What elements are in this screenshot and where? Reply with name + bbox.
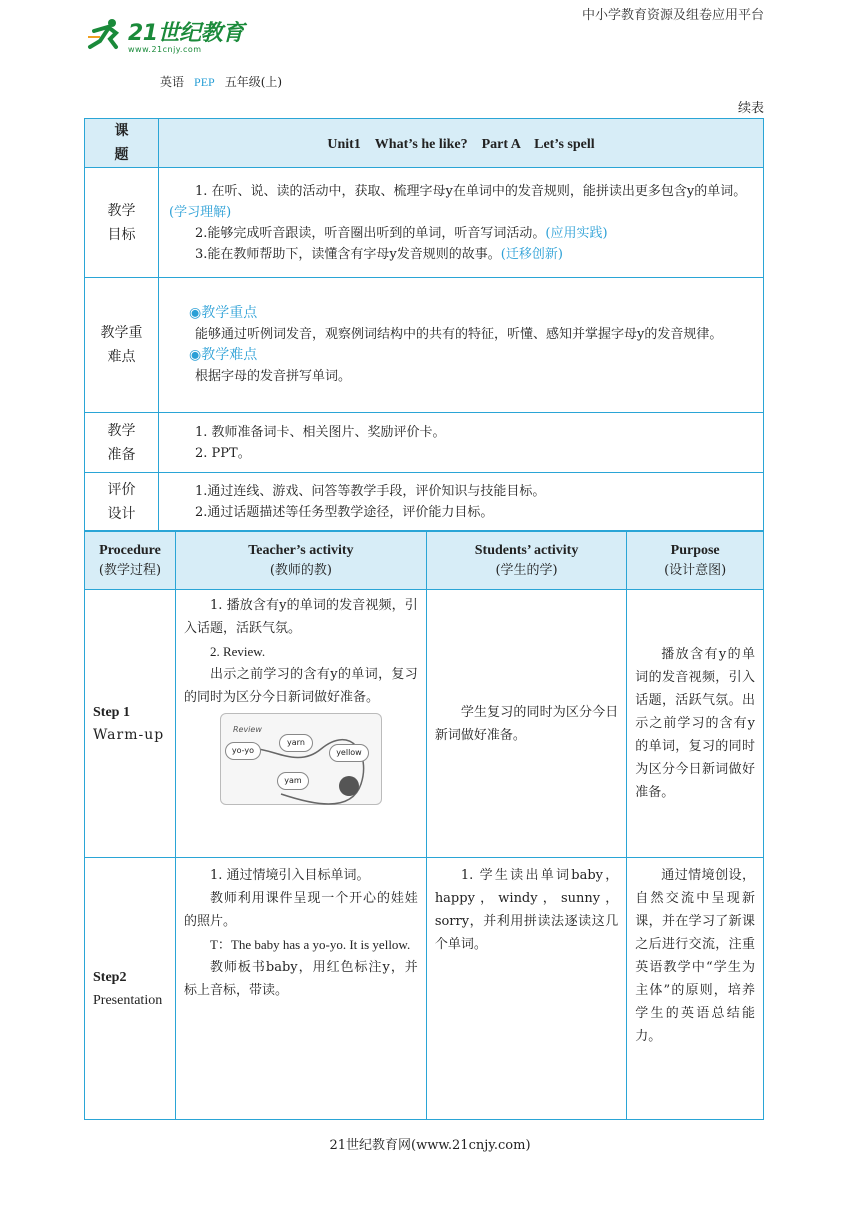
goal-3: 3.能在教师帮助下，读懂含有字母y发音规则的故事。(迁移创新): [195, 246, 563, 262]
continued-label: 续表: [737, 101, 764, 116]
subject: 英语: [160, 75, 185, 89]
step2-student: 1. 学生读出单词baby，happy，windy，sunny，sorry，并利用拼读法逐读这几个单词。: [426, 858, 626, 1120]
review-word: yellow: [329, 744, 369, 762]
difficult-heading: ◉教学难点: [189, 347, 258, 363]
header-procedure: Procedure (教学过程): [85, 532, 176, 590]
step2-label: Step2 Presentation: [85, 858, 176, 1120]
grade: 五年级(上): [224, 75, 283, 89]
review-picture: [220, 713, 382, 805]
review-word: yam: [277, 772, 309, 790]
eval-label: 评价设计: [85, 473, 159, 531]
header-teacher: Teacher’s activity (教师的教): [175, 532, 426, 590]
key-text: 能够通过听例词发音，观察例词结构中的共有的特征，听懂、感知并掌握字母y的发音规律。: [195, 327, 723, 342]
logo-title: 21世纪教育: [128, 21, 244, 46]
eval-cell: [159, 473, 764, 531]
logo-url: www.21cnjy.com: [128, 45, 202, 54]
key-points-cell: [159, 278, 764, 413]
topic-label: 课 题: [85, 119, 159, 168]
step1-label: Step 1 Warm-up: [85, 590, 176, 858]
review-word: yo-yo: [225, 742, 261, 760]
site-logo: [86, 16, 244, 54]
eval-item: 2.通过话题描述等任务型教学途径，评价能力目标。: [195, 504, 494, 520]
eval-item: 1.通过连线、游戏、问答等教学手段，评价知识与技能目标。: [195, 483, 546, 499]
header-student: Students’ activity (学生的学): [426, 532, 626, 590]
goals-label: 教学目标: [85, 168, 159, 278]
review-title: Review: [232, 725, 262, 734]
step2-purpose: 通过情境创设，自然交流中呈现新课，并在学习了新课之后进行交流，注重英语教学中“学生为主体”的原则，培养学生的英语总结能力。: [627, 858, 764, 1120]
prep-item: 2. PPT。: [195, 445, 251, 461]
prep-label: 教学准备: [85, 413, 159, 473]
runner-logo-icon: [86, 17, 124, 53]
step2-teacher: 1. 通过情境引入目标单词。 教师利用课件呈现一个开心的娃娃的照片。 T：The baby has a yo-yo. It is yellow. 教师板书baby，用红色标注y，并标上音标，带读。: [175, 858, 426, 1120]
key-heading: ◉教学重点: [189, 305, 258, 321]
step1-row: [85, 590, 764, 858]
footer: 21世纪教育网(www.21cnjy.com): [329, 1138, 531, 1153]
review-word: yarn: [279, 734, 313, 752]
platform-name: 中小学教育资源及组卷应用平台: [581, 8, 764, 23]
goal-1: 1. 在听、说、读的活动中，获取、梳理字母y在单词中的发音规则，能拼读出更多包含y的单词。(学习理解): [169, 183, 747, 220]
procedure-table: [84, 531, 764, 1120]
step1-teacher: 1. 播放含有y的单词的发音视频，引入话题，活跃气氛。 2. Review. 出示之前学习的含有y的单词，复习的同时为区分今日新词做好准备。 Review yo-yo yarn yellow yam: [175, 590, 426, 858]
difficult-text: 根据字母的发音拼写单词。: [195, 369, 352, 384]
goal-2: 2.能够完成听音跟读，听音圈出听到的单词，听音写词活动。(应用实践): [195, 225, 608, 241]
edition: PEP: [194, 75, 215, 89]
step1-purpose: 播放含有y的单词的发音视频，引入话题，活跃气氛。出示之前学习的含有y的单词，复习的同时为区分今日新词做好准备。: [627, 590, 764, 858]
lesson-title: Unit1 What’s he like? Part A Let’s spell: [159, 119, 764, 168]
key-points-label: 教学重难点: [85, 278, 159, 413]
goals-cell: [159, 168, 764, 278]
header-purpose: Purpose (设计意图): [627, 532, 764, 590]
lesson-info-table: [84, 118, 764, 531]
prep-item: 1. 教师准备词卡、相关图片、奖励评价卡。: [195, 424, 446, 440]
step2-row: [85, 858, 764, 1120]
step1-student: 学生复习的同时为区分今日新词做好准备。: [426, 590, 626, 858]
subject-line: [160, 73, 282, 90]
prep-cell: [159, 413, 764, 473]
